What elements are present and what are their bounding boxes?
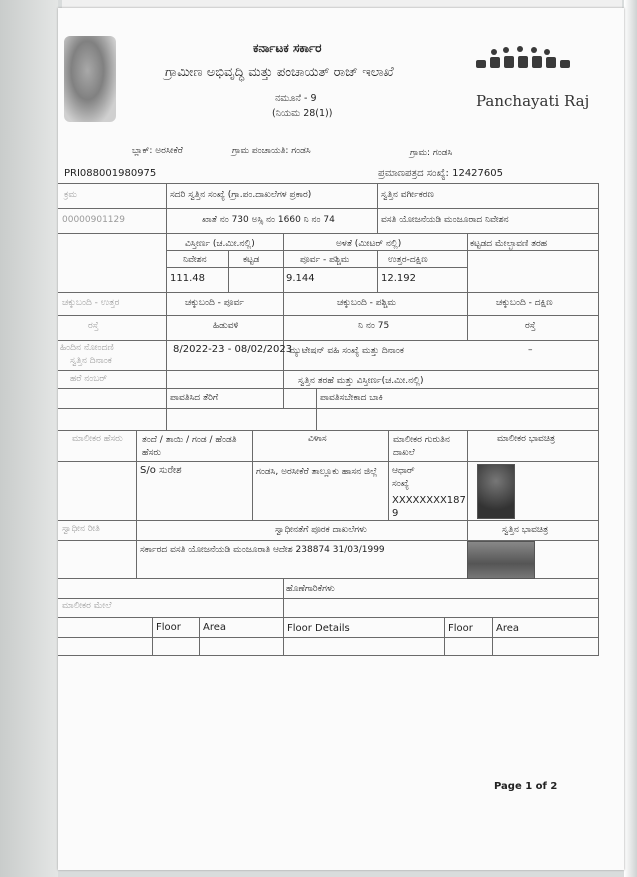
grid-line: [199, 617, 200, 655]
grid-line: [152, 617, 153, 655]
floor-details-header: Floor Details: [287, 623, 350, 634]
state-title: ಕರ್ನಾಟಕ ಸರ್ಕಾರ: [253, 41, 322, 55]
grid-line: [166, 267, 467, 268]
property-code: 00000901129: [62, 215, 125, 225]
north-south-value: 12.192: [381, 273, 416, 284]
grid-line: [136, 430, 137, 520]
right-page-edge: [624, 0, 637, 877]
grid-line: [283, 233, 284, 408]
page-number: Page 1 of 2: [494, 781, 558, 792]
classification-value: ವಸತಿ ಯೋಜನೆಯಡಿ ಮಂಜೂರಾದ ನಿವೇಶನ: [381, 215, 509, 225]
east-west-value: 9.144: [286, 273, 315, 284]
address-header: ವಿಳಾಸ: [308, 434, 327, 444]
classification-header: ಸ್ವತ್ತಿನ ವರ್ಗೀಕರಣ: [381, 190, 434, 200]
grid-line: [136, 520, 137, 578]
east-west-header: ಪೂರ್ವ - ಪಶ್ಚಿಮ: [300, 255, 350, 265]
karnataka-emblem-icon: [64, 36, 116, 122]
left-label-owner: ಮಾಲೀಕರ ಹೆಸರು: [72, 434, 123, 444]
left-label-number: ಹರೆ ನಂಬರ್: [70, 374, 107, 384]
grid-line: [58, 292, 599, 293]
certificate-number: ಪ್ರಮಾಣಪತ್ರದ ಸಂಖ್ಯೆ: 12427605: [378, 168, 503, 179]
grid-line: [377, 250, 378, 292]
grid-line: [58, 340, 599, 341]
property-type-label: ಸ್ವತ್ತಿನ ತರಹೆ ಮತ್ತು ವಿಸ್ತೀರ್ಣ(ಚ.ಮೀ.ನಲ್ಲಿ): [298, 376, 424, 386]
address-value: ಗಂಡಸಿ, ಅರಸೀಕೆರೆ ತಾಲ್ಲೂಕು ಹಾಸನ ಜಿಲ್ಲೆ: [256, 467, 378, 477]
panchayati-raj-text: Panchayati Raj: [476, 92, 590, 110]
aadhaar-value: XXXXXXXX187 9: [392, 495, 466, 519]
department-title: ಗ್ರಾಮೀಣ ಅಭಿವೃದ್ಧಿ ಮತ್ತು ಪಂಚಾಯತ್ ರಾಜ್ ಇಲಾಖೆ: [165, 65, 394, 80]
grid-line: [58, 520, 599, 521]
roof-type-header: ಕಟ್ಟಡದ ಮೇಲ್ಛಾವಣಿ ತರಹ: [470, 239, 547, 249]
due-tax-label: ಪಾವತಿಸಬೇಕಾದ ಬಾಕಿ: [320, 393, 383, 403]
left-label-serial: ಕ್ರಮ: [64, 190, 77, 200]
east-boundary-label: ಚಕ್ಕುಬಂದಿ - ಪೂರ್ವ: [185, 298, 244, 308]
left-label-possession: ಸ್ವಾಧೀನ ರೀತಿ: [62, 524, 100, 534]
grid-line: [58, 370, 599, 371]
form-number: ನಮೂನೆ - 9: [275, 93, 317, 104]
dimensions-header: ಅಳತೆ (ಮೀಟರ್ ನಲ್ಲಿ): [336, 239, 402, 249]
aadhaar-label: ಆಧಾರ್ ಸಂಖ್ಯೆ: [392, 466, 415, 489]
property-photo: [467, 541, 535, 579]
left-page-edge: [0, 0, 58, 877]
grid-line: [377, 183, 378, 233]
owner-photo-header: ಮಾಲೀಕರ ಭಾವಚಿತ್ರ: [497, 434, 556, 444]
relation-header: ತಂದೆ / ತಾಯಿ / ಗಂಡ / ಹೆಂಡತಿ ಹೆಸರು: [142, 435, 237, 458]
grid-line: [58, 617, 599, 618]
south-boundary-value: ರಸ್ತೆ: [525, 321, 536, 331]
grid-line: [316, 388, 317, 430]
floor-header-1: Floor: [156, 622, 181, 633]
west-boundary-value: ನಿ ನಂ 75: [358, 321, 390, 331]
grid-line: [166, 183, 167, 431]
left-label-above: ಮಾಲೀಕರ ಮೇಲೆ: [62, 601, 112, 611]
left-label-registration: ಹಿಂದಿನ ನೋಂದಣಿ: [60, 343, 114, 353]
grid-line: [252, 430, 253, 520]
grid-line: [492, 617, 493, 655]
supporting-documents-value: ಸರ್ಕಾರದ ವಸತಿ ಯೋಜನೆಯಡಿ ಮಂಜೂರಾತಿ ಆದೇಶ 238874 31/03/1999: [140, 545, 385, 555]
property-photo-header: ಸ್ವತ್ತಿನ ಭಾವಚಿತ್ರ: [502, 525, 549, 535]
grid-line: [467, 233, 468, 340]
rule-number: (ನಿಯಮ 28(1)): [272, 108, 333, 119]
grid-line: [166, 250, 599, 251]
north-south-header: ಉತ್ತರ-ದಕ್ಷಿಣ: [388, 255, 428, 265]
south-boundary-label: ಚಕ್ಕುಬಂದಿ - ದಕ್ಷಿಣ: [496, 298, 553, 308]
village-name: ಗ್ರಾಮ: ಗಂಡಸಿ: [410, 148, 453, 158]
area-header-1: Area: [203, 622, 227, 633]
grid-line: [58, 637, 599, 638]
grid-line: [444, 617, 445, 655]
grid-line: [58, 388, 599, 389]
left-label-date: ಸ್ವತ್ತಿನ ದಿನಾಂಕ: [70, 356, 112, 366]
site-area-value: 111.48: [170, 273, 205, 284]
grid-line: [598, 183, 599, 655]
east-boundary-value: ಹಿಡುವಳಿ: [213, 321, 239, 331]
paid-tax-label: ಪಾವತಿಸಿದ ತೆರಿಗೆ: [170, 393, 219, 403]
left-label-north: ಚಕ್ಕುಬಂದಿ - ಉತ್ತರ: [62, 298, 120, 308]
grid-line: [58, 461, 599, 462]
block-name: ಬ್ಲಾಕ್: ಅರಸೀಕೆರೆ: [132, 146, 183, 156]
grid-line: [283, 578, 284, 655]
grid-line: [58, 430, 599, 431]
property-id: PRI088001980975: [64, 168, 157, 179]
mutation-label: ಮ್ಯುಟೇಷನ್ ವಹಿ ಸಂಖ್ಯೆ ಮತ್ತು ದಿನಾಂಕ: [289, 346, 404, 356]
grid-line: [58, 233, 599, 234]
relation-value: S/o ಸುರೇಶ: [140, 465, 182, 476]
grid-line: [388, 430, 389, 520]
area-header: ವಿಸ್ತೀರ್ಣ (ಚ.ಮೀ.ನಲ್ಲಿ): [185, 239, 255, 249]
grid-line: [58, 408, 599, 409]
khata-assessment-number: ಖಾತೆ ನಂ 730 ಅಸ್ಸಿ ನಂ 1660 ನಿ ನಂ 74: [202, 215, 335, 225]
left-label-road: ರಸ್ತೆ: [88, 321, 99, 331]
panchayati-raj-logo-icon: [470, 44, 574, 90]
property-number-header: ಸದರಿ ಸ್ವತ್ತಿನ ಸಂಖ್ಯೆ (ಗ್ರಾ.ಪಂ.ದಾಖಲೆಗಳ ಪ್ರಕಾರ): [170, 190, 312, 200]
west-boundary-label: ಚಕ್ಕುಬಂದಿ - ಪಶ್ಚಿಮ: [337, 298, 396, 308]
supporting-documents-header: ಸ್ವಾಧೀನತೆಗೆ ಪೂರಕ ದಾಖಲೆಗಳು: [275, 525, 367, 535]
floor-header-2: Floor: [448, 623, 473, 634]
building-header: ಕಟ್ಟಡ: [243, 255, 260, 265]
grid-line: [58, 208, 599, 209]
liabilities-header: ಹೊಣೆಗಾರಿಕೆಗಳು: [286, 584, 335, 594]
grid-line: [58, 183, 599, 184]
grid-line: [58, 315, 599, 316]
site-header: ನಿವೇಶನ: [183, 255, 207, 265]
grid-line: [58, 655, 599, 656]
grid-line: [228, 250, 229, 292]
registration-value: 8/2022-23 - 08/02/2023: [173, 344, 293, 355]
owner-photo: [477, 464, 515, 519]
gram-panchayat-name: ಗ್ರಾಮ ಪಂಚಾಯತಿ: ಗಂಡಸಿ: [232, 146, 311, 156]
owner-id-header: ಮಾಲೀಕರ ಗುರುತಿನ ದಾಖಲೆ: [393, 435, 450, 458]
area-header-2: Area: [496, 623, 520, 634]
grid-line: [58, 598, 599, 599]
mutation-value: –: [528, 345, 533, 355]
